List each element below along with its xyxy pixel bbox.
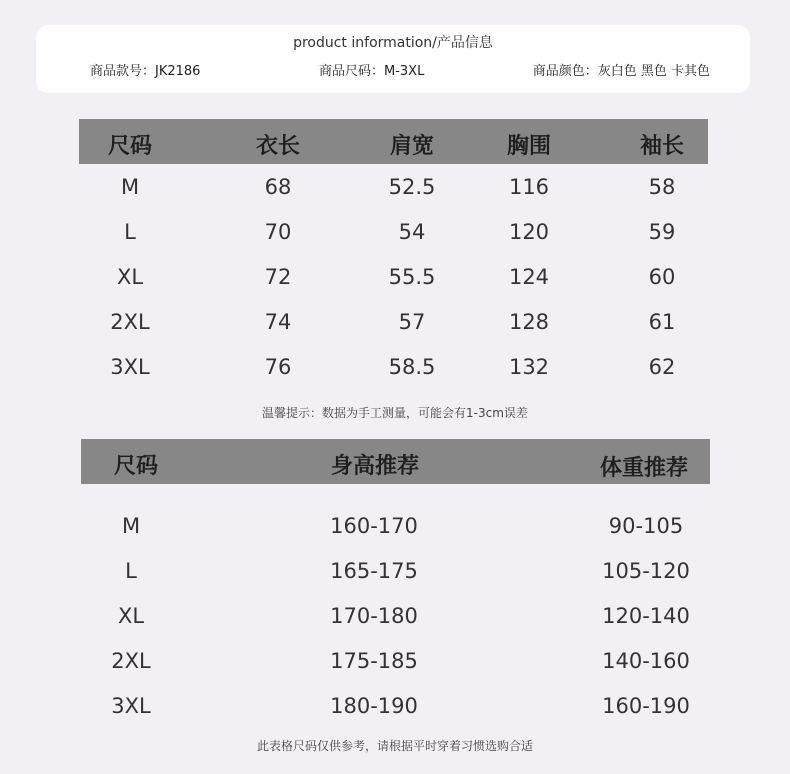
size-range: 商品尺码：M-3XL <box>319 64 425 79</box>
cell-sleeve: 61 <box>648 310 676 334</box>
cell-chest: 124 <box>508 265 550 289</box>
cell-size: XL <box>116 265 144 289</box>
cell-sleeve: 62 <box>648 355 676 379</box>
header-sleeve: 袖长 <box>639 134 685 159</box>
cell-size: 3XL <box>110 355 150 379</box>
cell-size: L <box>125 559 137 583</box>
cell-shoulder: 57 <box>398 310 426 334</box>
cell-size: XL <box>117 604 145 628</box>
cell-weight: 140-160 <box>602 649 690 673</box>
header-chest: 胸围 <box>506 134 552 159</box>
item-number: 商品款号：JK2186 <box>90 64 201 79</box>
cell-size: M <box>121 514 141 538</box>
header-shoulder: 肩宽 <box>389 134 435 159</box>
recommendation-table <box>81 439 710 729</box>
cell-height: 170-180 <box>330 604 418 628</box>
cell-chest: 132 <box>508 355 550 379</box>
cell-length: 70 <box>264 220 292 244</box>
cell-size: 3XL <box>111 694 151 718</box>
measurement-note: 温馨提示：数据为手工测量，可能会有1-3cm误差 <box>262 406 528 420</box>
reference-note: 此表格尺码仅供参考，请根据平时穿着习惯选购合适 <box>256 739 533 753</box>
cell-length: 74 <box>264 310 292 334</box>
header-weight: 体重推荐 <box>599 456 689 481</box>
size-table-header <box>79 119 708 164</box>
cell-height: 165-175 <box>330 559 418 583</box>
cell-sleeve: 59 <box>648 220 676 244</box>
header-length: 衣长 <box>255 134 301 159</box>
product-info-title: product information/产品信息 <box>293 35 493 51</box>
cell-length: 72 <box>264 265 292 289</box>
recommendation-table-header <box>81 439 710 484</box>
cell-height: 160-170 <box>330 514 418 538</box>
cell-chest: 128 <box>508 310 550 334</box>
cell-size: 2XL <box>110 310 150 334</box>
cell-sleeve: 60 <box>648 265 676 289</box>
cell-shoulder: 54 <box>398 220 426 244</box>
cell-size: 2XL <box>111 649 151 673</box>
cell-height: 175-185 <box>330 649 418 673</box>
cell-shoulder: 52.5 <box>388 175 436 199</box>
cell-weight: 105-120 <box>602 559 690 583</box>
product-info-card <box>36 25 750 93</box>
cell-size: M <box>120 175 140 199</box>
header-size: 尺码 <box>107 134 153 159</box>
color-options: 商品颜色：灰白色 黑色 卡其色 <box>532 64 710 79</box>
cell-shoulder: 55.5 <box>388 265 436 289</box>
header-height: 身高推荐 <box>330 454 420 479</box>
header-size: 尺码 <box>113 454 159 479</box>
cell-chest: 116 <box>508 175 550 199</box>
cell-weight: 90-105 <box>608 514 684 538</box>
cell-length: 68 <box>264 175 292 199</box>
cell-chest: 120 <box>508 220 550 244</box>
cell-height: 180-190 <box>330 694 418 718</box>
cell-size: L <box>124 220 136 244</box>
cell-shoulder: 58.5 <box>388 355 436 379</box>
cell-weight: 120-140 <box>602 604 690 628</box>
cell-length: 76 <box>264 355 292 379</box>
size-table <box>79 119 708 389</box>
cell-weight: 160-190 <box>602 694 690 718</box>
cell-sleeve: 58 <box>648 175 676 199</box>
